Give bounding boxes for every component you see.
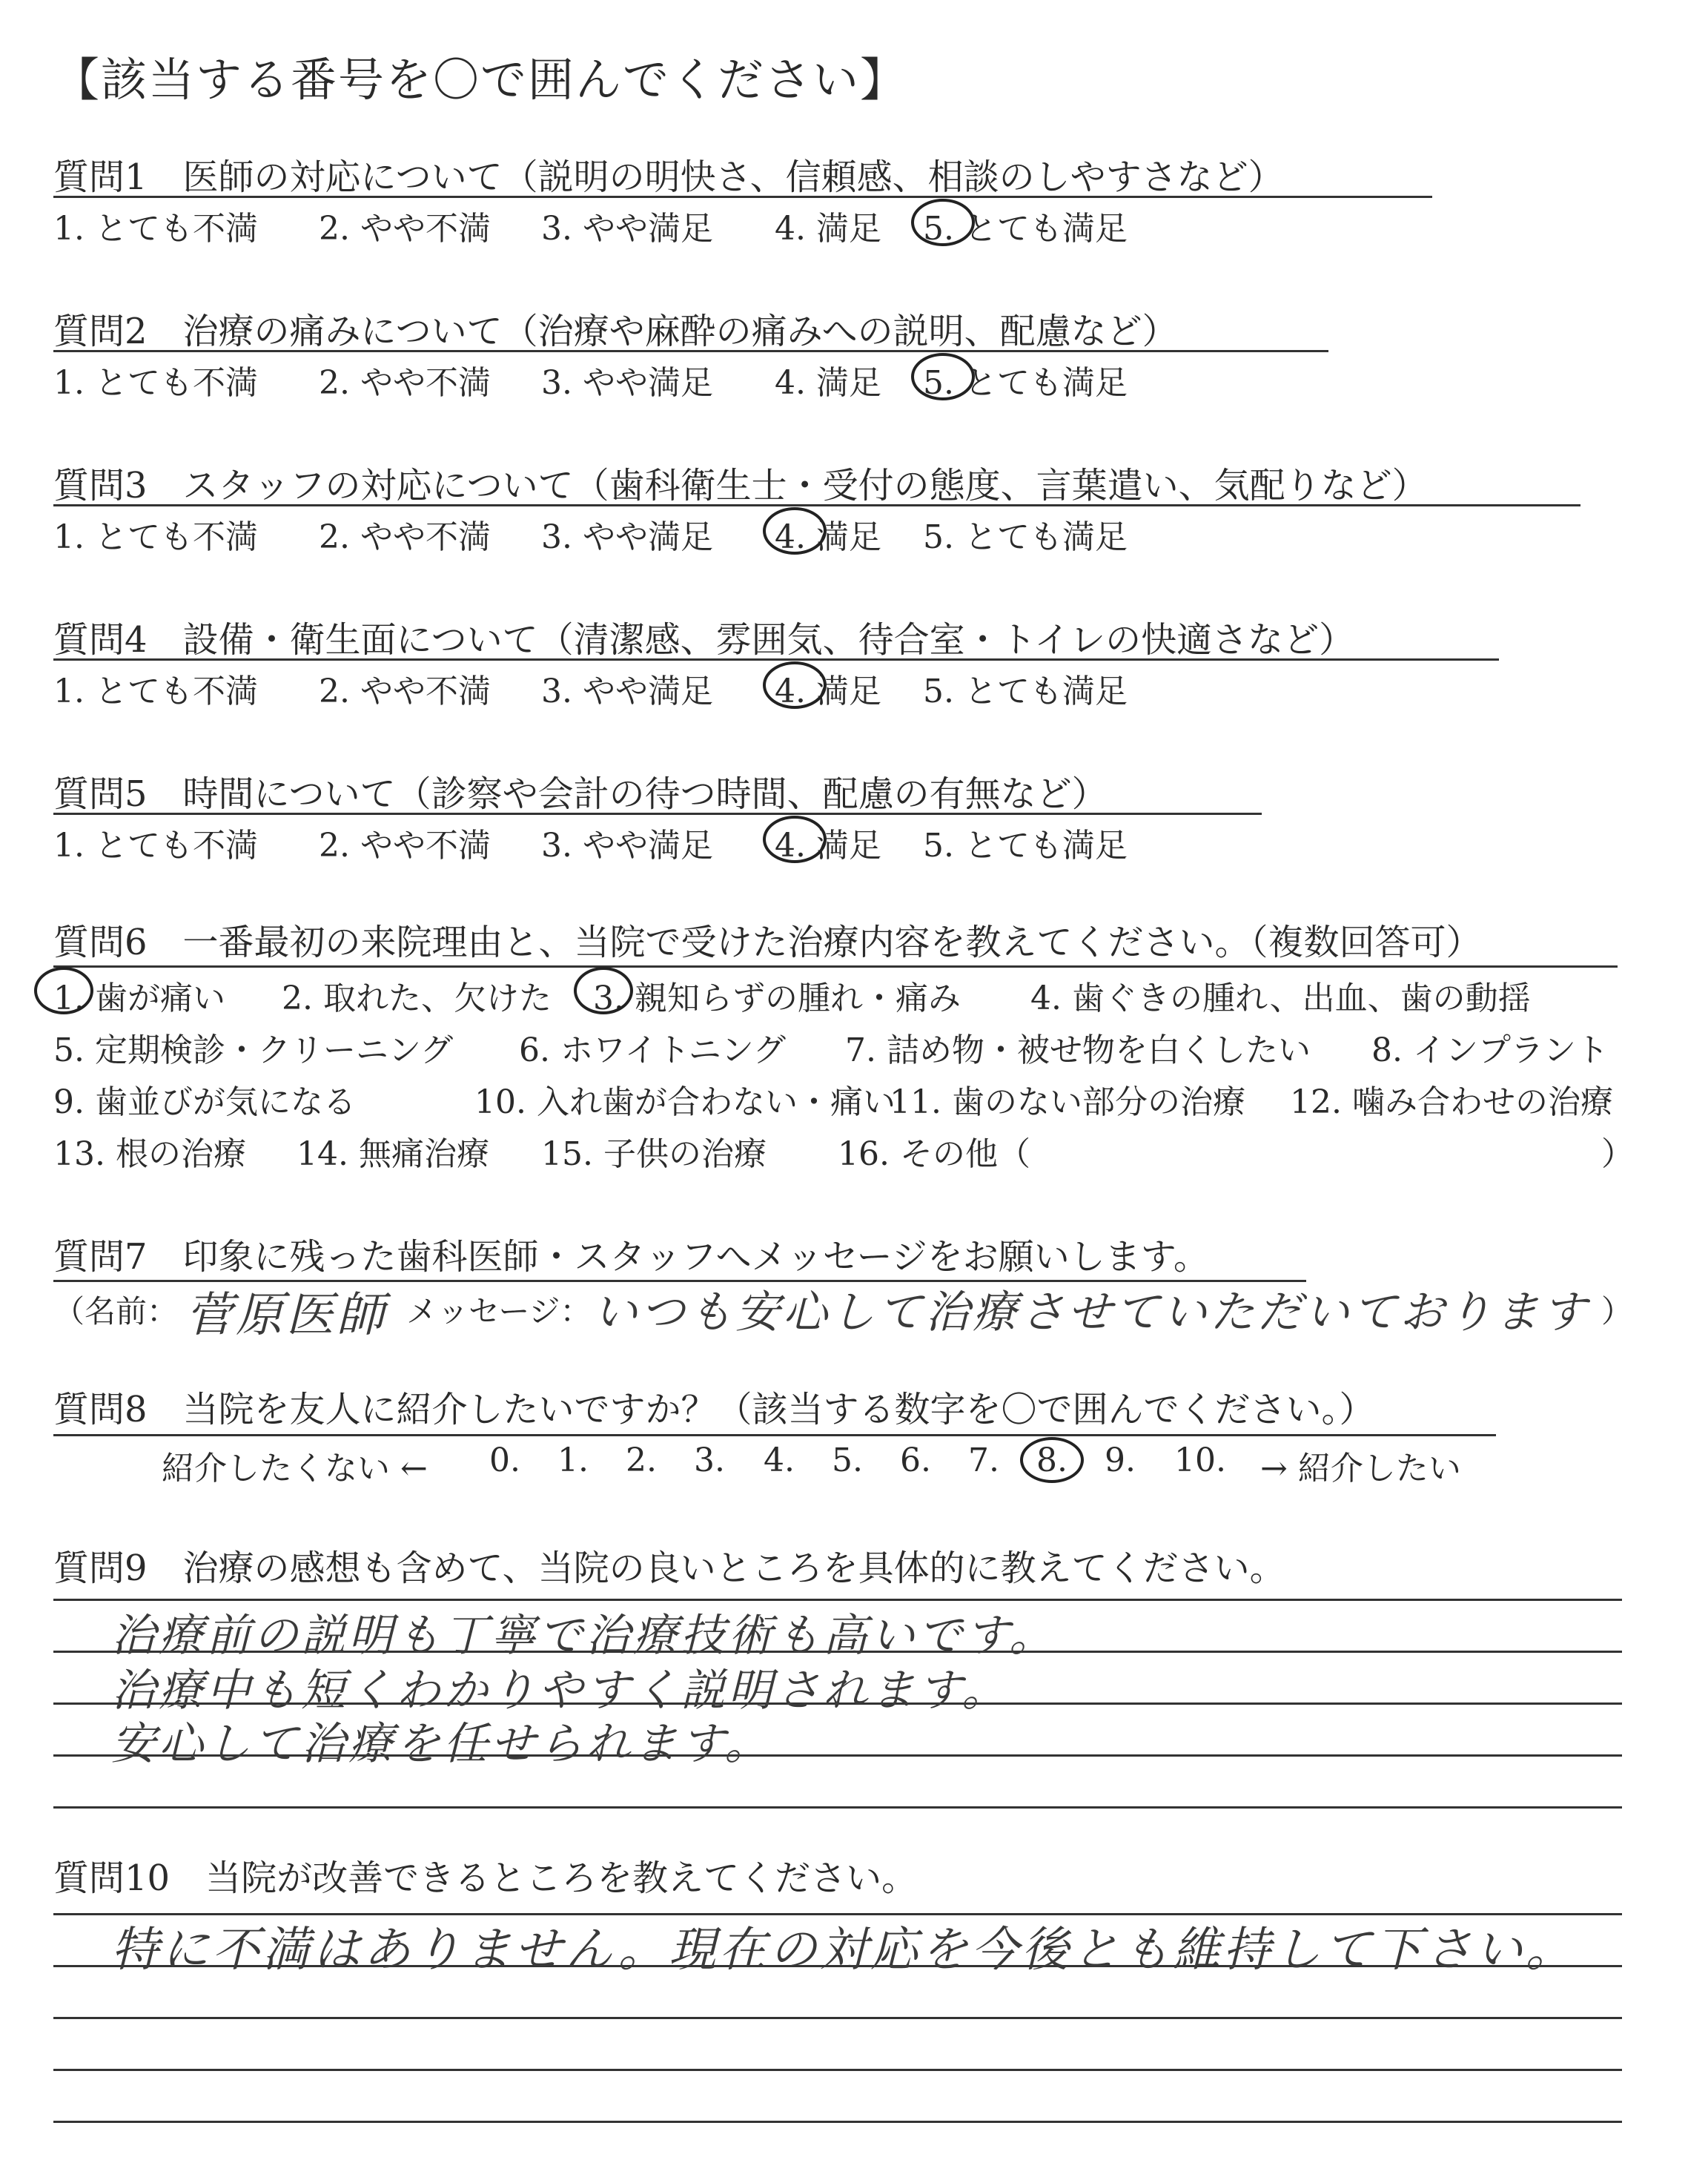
q6-option[interactable]: 16. その他（ <box>838 1135 1030 1173</box>
q8-scale-option[interactable]: 5. <box>832 1441 863 1479</box>
q6-option[interactable]: 9. 歯並びが気になる <box>53 1083 356 1121</box>
selection-circle <box>911 353 975 400</box>
q6-option[interactable]: 3. 親知らずの腫れ・痛み <box>593 980 961 1017</box>
q3-option-4[interactable]: 4. 満足 <box>775 518 881 556</box>
q1-option-3[interactable]: 3. やや満足 <box>541 210 713 248</box>
q6-option[interactable]: 10. 入れ歯が合わない・痛い <box>474 1083 896 1121</box>
q8-scale-option[interactable]: 8. <box>1036 1441 1068 1479</box>
q6-option[interactable]: 7. 詰め物・被せ物を白くしたい <box>845 1031 1311 1069</box>
q4-option-5[interactable]: 5. とても満足 <box>923 673 1128 710</box>
q7-message-label: メッセージ： <box>406 1293 592 1330</box>
q3-title: 質問3 スタッフの対応について（歯科衛生士・受付の態度、言葉遣い、気配りなど） <box>53 465 1428 506</box>
q4-underline <box>53 658 1499 661</box>
q2-underline <box>53 350 1328 352</box>
q8-scale-option[interactable]: 2. <box>626 1441 657 1479</box>
q8-left-label: 紹介したくない ← <box>162 1450 428 1487</box>
q8-scale-option[interactable]: 3. <box>694 1441 725 1479</box>
q2-option-3[interactable]: 3. やや満足 <box>541 364 713 402</box>
q5-underline <box>53 813 1262 815</box>
q8-right-label: → 紹介したい <box>1260 1450 1461 1487</box>
q1-underline <box>53 196 1432 198</box>
selection-circle <box>763 816 827 863</box>
q6-option[interactable]: 15. 子供の治療 <box>541 1135 767 1173</box>
q4-option-1[interactable]: 1. とても不満 <box>53 673 258 710</box>
q2-option-4[interactable]: 4. 満足 <box>775 364 881 402</box>
q7-title: 質問7 印象に残った歯科医師・スタッフへメッセージをお願いします。 <box>53 1236 1209 1278</box>
q6-option[interactable]: 5. 定期検診・クリーニング <box>53 1031 454 1069</box>
q8-scale-option[interactable]: 1. <box>557 1441 589 1479</box>
selection-circle <box>34 967 93 1014</box>
q9-answer-line: 治療前の説明も丁寧で治療技術も高いです。 <box>111 1610 1057 1662</box>
q2-option-1[interactable]: 1. とても不満 <box>53 364 258 402</box>
q3-underline <box>53 504 1580 506</box>
selection-circle <box>1020 1437 1084 1483</box>
q9-title: 質問9 治療の感想も含めて、当院の良いところを具体的に教えてください。 <box>53 1548 1285 1589</box>
q3-option-1[interactable]: 1. とても不満 <box>53 518 258 556</box>
q7-name-value: 菅原医師 <box>185 1288 387 1343</box>
q10-rule <box>53 2017 1622 2019</box>
q6-option[interactable]: 4. 歯ぐきの腫れ、出血、歯の動揺 <box>1030 980 1531 1017</box>
q4-option-4[interactable]: 4. 満足 <box>775 673 881 710</box>
q5-option-1[interactable]: 1. とても不満 <box>53 827 258 865</box>
q6-underline <box>53 965 1618 968</box>
q5-option-2[interactable]: 2. やや不満 <box>319 827 491 865</box>
q1-option-5[interactable]: 5. とても満足 <box>923 210 1128 248</box>
q10-title: 質問10 当院が改善できるところを教えてください。 <box>53 1857 918 1899</box>
q10-answer-line: 特に不満はありません。現在の対応を今後とも維持して下さい。 <box>111 1923 1576 1978</box>
page-header: 【該当する番号を〇で囲んでください】 <box>53 53 908 107</box>
q3-option-2[interactable]: 2. やや不満 <box>319 518 491 556</box>
q1-option-2[interactable]: 2. やや不満 <box>319 210 491 248</box>
q8-title: 質問8 当院を友人に紹介したいですか？（該当する数字を〇で囲んでください。） <box>53 1389 1375 1430</box>
q6-option[interactable]: 2. 取れた、欠けた <box>282 980 552 1017</box>
q6-option[interactable]: 6. ホワイトニング <box>519 1031 787 1069</box>
q1-title: 質問1 医師の対応について（説明の明快さ、信頼感、相談のしやすさなど） <box>53 156 1284 198</box>
q10-rule <box>53 2121 1622 2123</box>
q7-close-paren: ） <box>1601 1293 1633 1330</box>
q6-option[interactable]: 13. 根の治療 <box>53 1135 246 1173</box>
selection-circle <box>763 507 827 555</box>
q5-option-3[interactable]: 3. やや満足 <box>541 827 713 865</box>
q5-option-5[interactable]: 5. とても満足 <box>923 827 1128 865</box>
q8-scale-option[interactable]: 7. <box>968 1441 999 1479</box>
q2-option-5[interactable]: 5. とても満足 <box>923 364 1128 402</box>
q2-title: 質問2 治療の痛みについて（治療や麻酔の痛みへの説明、配慮など） <box>53 311 1178 352</box>
q3-option-5[interactable]: 5. とても満足 <box>923 518 1128 556</box>
q2-option-2[interactable]: 2. やや不満 <box>319 364 491 402</box>
q8-scale-option[interactable]: 0. <box>489 1441 520 1479</box>
q8-scale-option[interactable]: 6. <box>900 1441 931 1479</box>
q5-title: 質問5 時間について（診察や会計の待つ時間、配慮の有無など） <box>53 773 1108 815</box>
q9-answer-line: 安心して治療を任せられます。 <box>111 1718 772 1770</box>
selection-circle <box>574 967 633 1014</box>
q8-scale-option[interactable]: 9. <box>1105 1441 1136 1479</box>
q3-option-3[interactable]: 3. やや満足 <box>541 518 713 556</box>
q5-option-4[interactable]: 4. 満足 <box>775 827 881 865</box>
q10-rule <box>53 2069 1622 2071</box>
q8-underline <box>53 1434 1496 1436</box>
q7-name-label: （名前： <box>53 1293 179 1330</box>
q9-rule <box>53 1806 1622 1809</box>
q4-option-2[interactable]: 2. やや不満 <box>319 673 491 710</box>
q8-scale-option[interactable]: 10. <box>1174 1441 1226 1479</box>
q6-title: 質問6 一番最初の来院理由と、当院で受けた治療内容を教えてください。（複数回答可） <box>53 922 1482 963</box>
q6-option: ） <box>1601 1135 1634 1173</box>
q7-message-value: いつも安心して治療させていただいております <box>593 1287 1589 1338</box>
q1-option-4[interactable]: 4. 満足 <box>775 210 881 248</box>
selection-circle <box>763 661 827 709</box>
q4-title: 質問4 設備・衛生面について（清潔感、雰囲気、待合室・トイレの快適さなど） <box>53 619 1355 661</box>
q9-answer-line: 治療中も短くわかりやすく説明されます。 <box>111 1665 1010 1717</box>
q6-option[interactable]: 12. 噛み合わせの治療 <box>1290 1083 1613 1121</box>
q4-option-3[interactable]: 3. やや満足 <box>541 673 713 710</box>
selection-circle <box>911 199 975 246</box>
q8-scale-option[interactable]: 4. <box>764 1441 795 1479</box>
q1-option-1[interactable]: 1. とても不満 <box>53 210 258 248</box>
q6-option[interactable]: 11. 歯のない部分の治療 <box>890 1083 1245 1121</box>
q6-option[interactable]: 1. 歯が痛い <box>53 980 225 1017</box>
q6-option[interactable]: 8. インプラント <box>1371 1031 1609 1069</box>
q6-option[interactable]: 14. 無痛治療 <box>297 1135 489 1173</box>
